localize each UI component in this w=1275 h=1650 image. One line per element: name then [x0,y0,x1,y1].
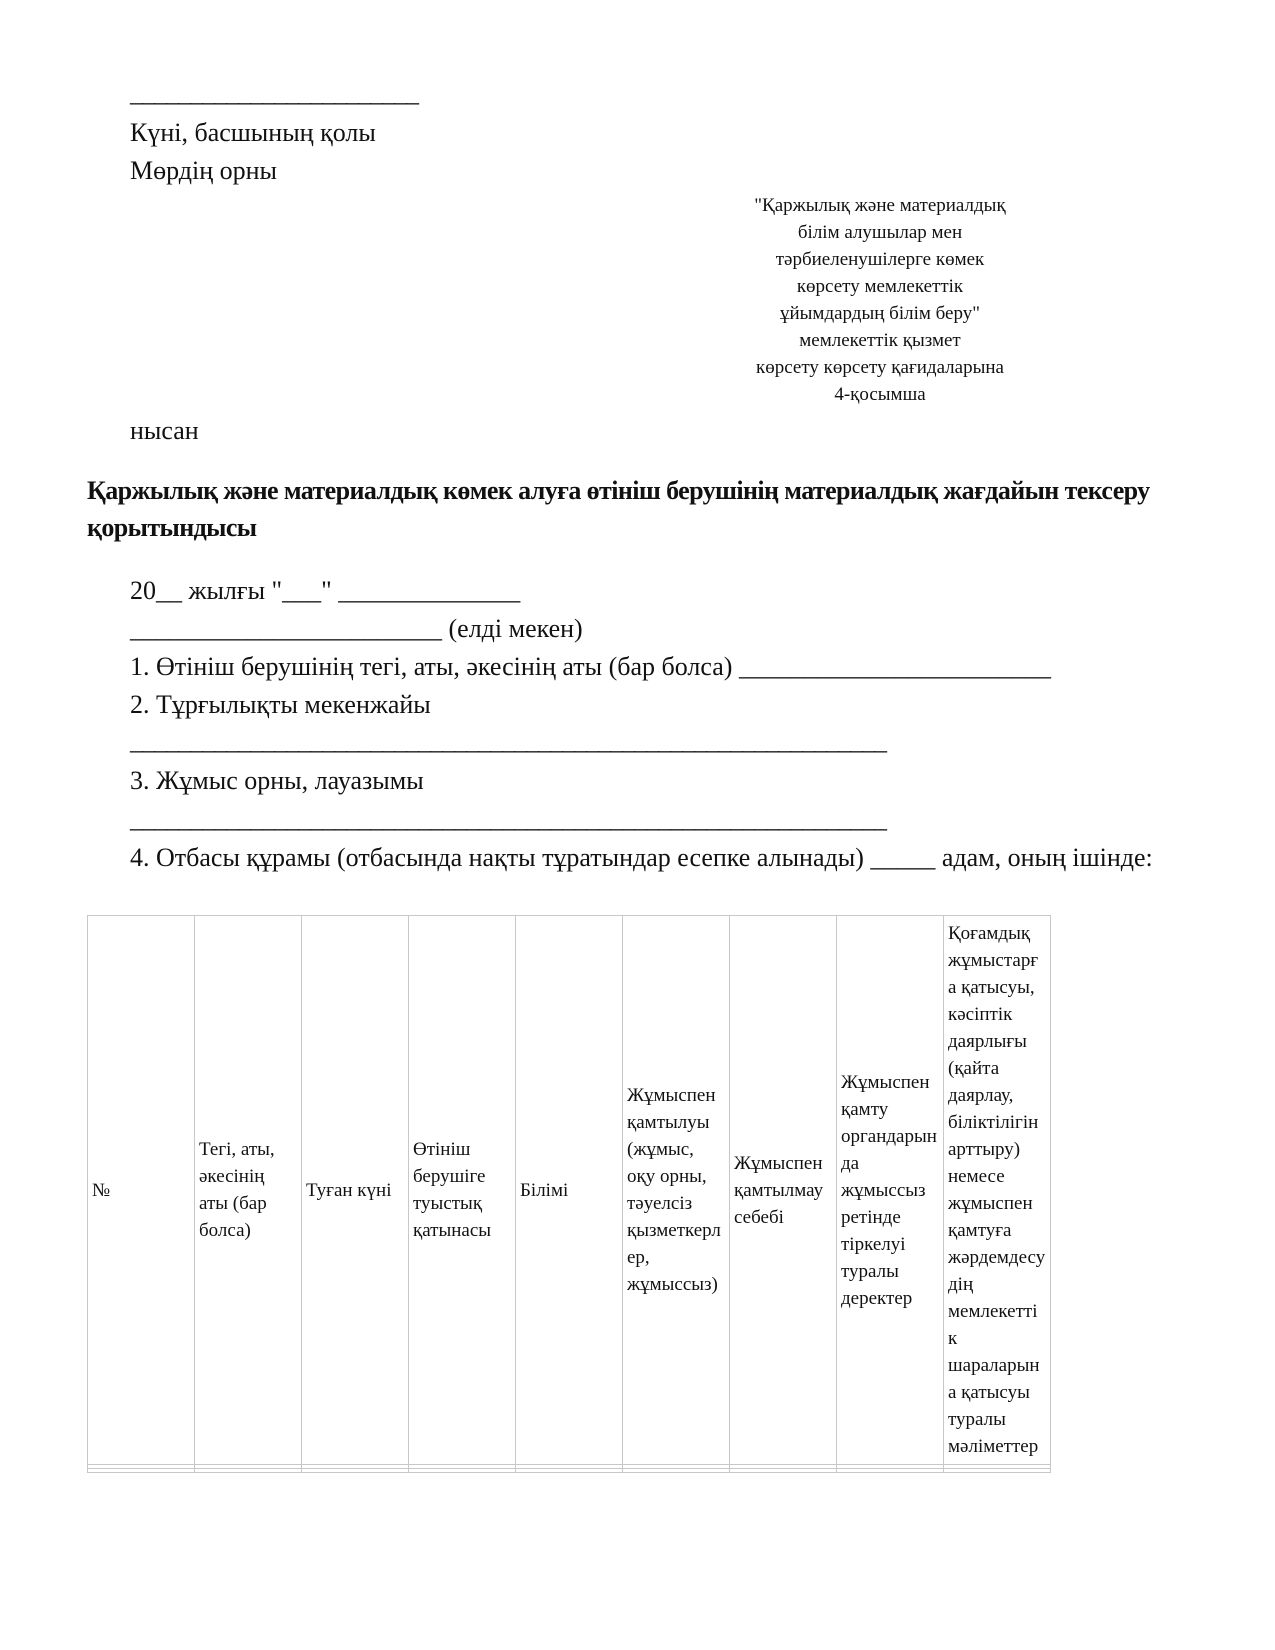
signature-blank-line: ________________________ [130,78,418,107]
family-members-table [87,915,1051,1473]
work-label: 3. Жұмыс орны, лауазымы [130,766,424,795]
applicant-name-field: 1. Өтініш берушінің тегі, аты, әкесінің аты (бар болса) ________________________ [130,652,1051,681]
appendix-line: тәрбиеленушілерге көмек [775,249,985,270]
header-employment: Жұмыспен қамтылуы (жұмыс, оқу орны, тәуелсіз қызметкерлер, жұмыссыз) [623,916,730,1465]
header-unemployment-reason: Жұмыспен қамтылмау себебі [730,916,837,1465]
appendix-line: мемлекеттік қызмет [799,330,961,351]
header-number: № [88,916,195,1465]
family-composition-field: 4. Отбасы құрамы (отбасында нақты тұратындар есепке алынады) _____ адам, оның ішінде: [130,843,1153,872]
header-birth-date: Туған күні [302,916,409,1465]
address-blank-line: _______________________________________________________________ [130,726,886,755]
header-relationship: Өтініш берушіге туыстық қатынасы [409,916,516,1465]
form-label: нысан [130,416,199,445]
appendix-line: көрсету көрсету қағидаларына [756,357,1004,378]
appendix-line: 4-қосымша [834,384,926,405]
appendix-note [690,192,1070,408]
appendix-line: білім алушылар мен [797,222,963,243]
header-public-works: Қоғамдық жұмыстарға қатысуы, кәсіптік даярлығы (қайта даярлау, біліктілігін арттыру) немесе жұмыспен қамтуға жәрдемдесудің мемлекеттік шараларына қатысуы туралы мәліметтер [944,916,1051,1465]
table-row [88,1469,1051,1473]
header-registration: Жұмыспен қамту органдарында жұмыссыз ретінде тіркелуі туралы деректер [837,916,944,1465]
date-field: 20__ жылғы "___" ______________ [130,576,521,605]
appendix-line: ұйымдардың білім беру" [780,303,980,324]
appendix-line: көрсету мемлекеттік [796,276,964,297]
seal-label: Мөрдің орны [130,156,278,185]
appendix-line: "Қаржылық және материалдық [754,195,1006,216]
table-header-row [88,916,1051,1465]
header-full-name: Тегі, аты, әкесінің аты (бар болса) [195,916,302,1465]
settlement-field: ________________________ (елді мекен) [130,614,583,643]
header-education: Білімі [516,916,623,1465]
address-label: 2. Тұрғылықты мекенжайы [130,690,431,719]
signature-label: Күні, басшының қолы [130,118,376,147]
work-blank-line: _______________________________________________________________ [130,804,886,833]
document-title: Қаржылық және материалдық көмек алуға өтініш берушінің материалдық жағдайын тексеру қорытындысы [87,476,1150,542]
